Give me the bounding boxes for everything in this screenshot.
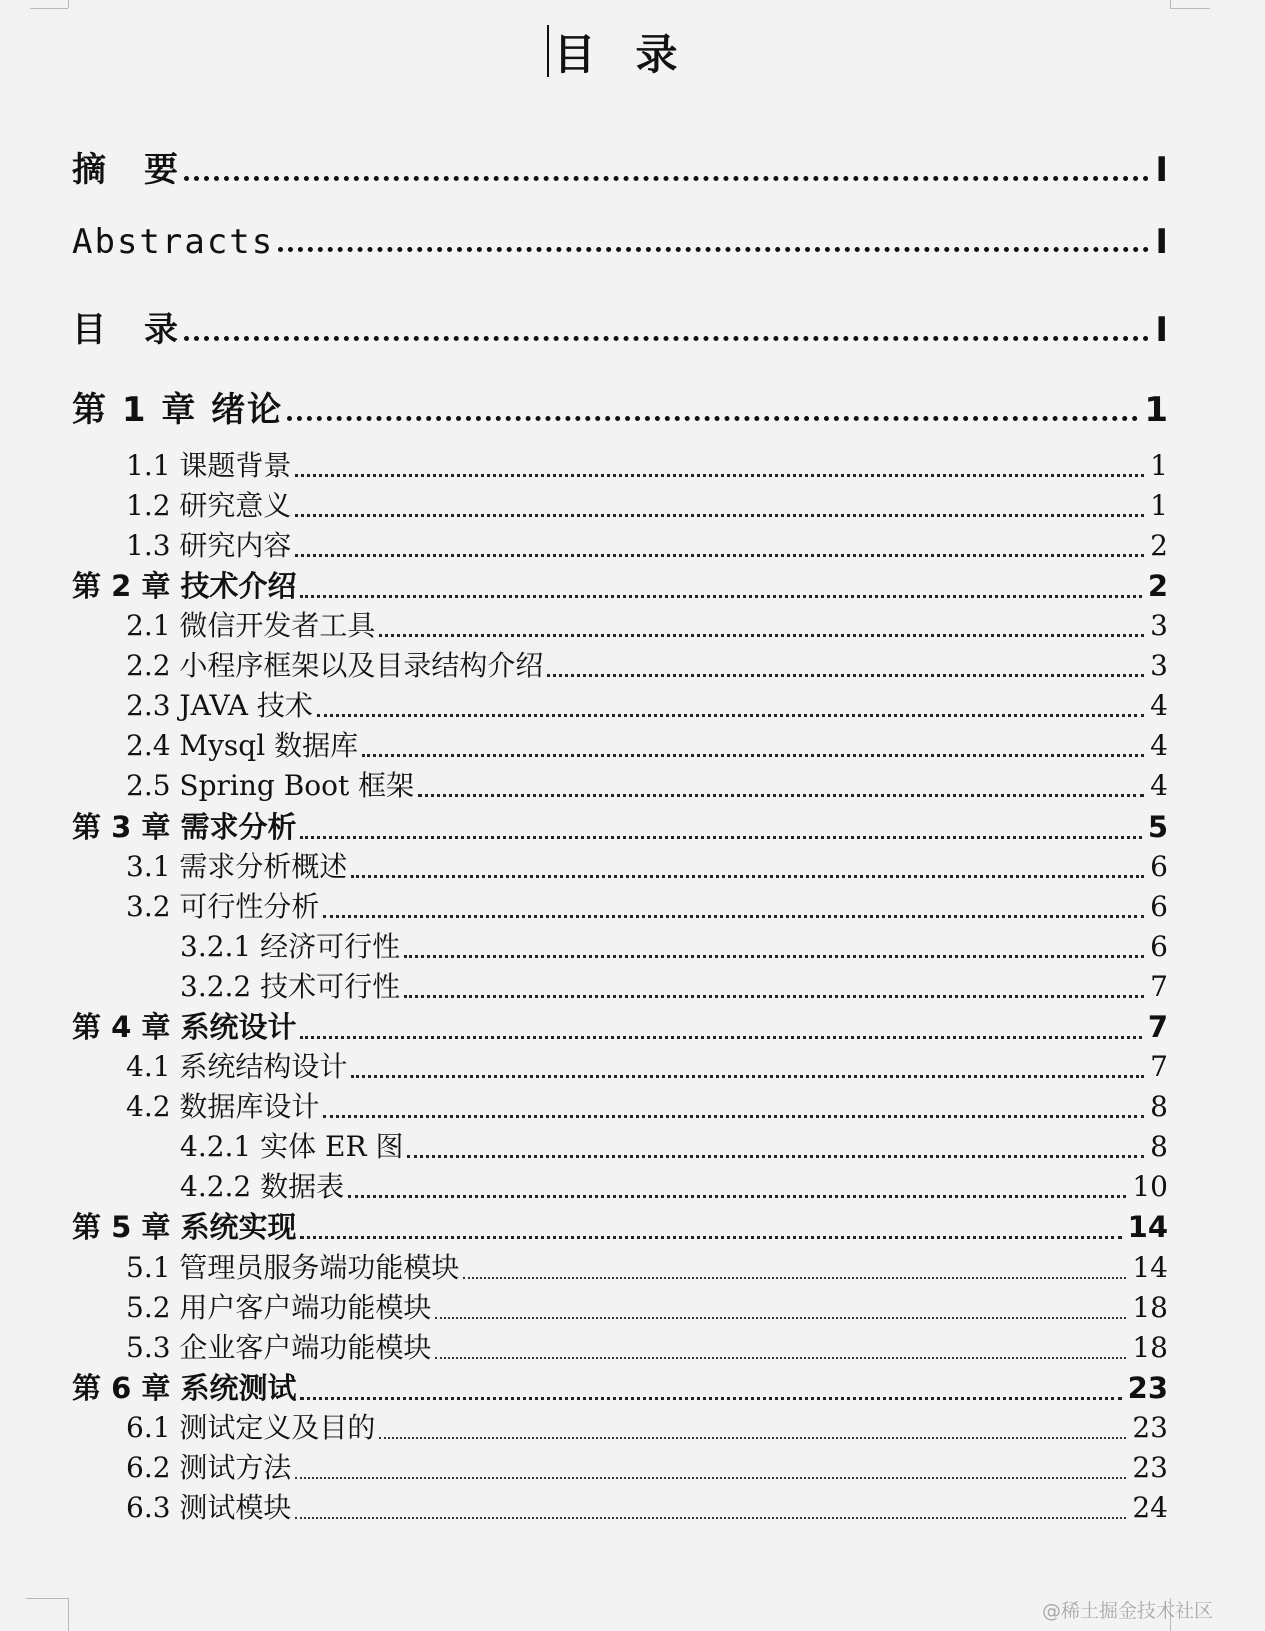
dot-leader — [404, 954, 1144, 958]
dot-leader — [184, 335, 1149, 341]
page-title — [0, 22, 1265, 82]
toc-label: 4.2.2 数据表 — [180, 1170, 345, 1203]
dot-leader — [435, 1316, 1126, 1319]
toc-page-number: 7 — [1147, 1010, 1168, 1044]
dot-leader — [404, 994, 1144, 998]
dot-leader — [300, 1035, 1141, 1039]
toc-label: 2.4 Mysql 数据库 — [126, 729, 359, 762]
toc-entry-abstract-en[interactable] — [72, 222, 1168, 262]
toc-page-number: 4 — [1150, 689, 1168, 722]
toc-entry-3-2[interactable] — [72, 885, 1168, 925]
dot-leader — [348, 1194, 1126, 1198]
dot-leader — [351, 874, 1144, 878]
toc-label: 第 5 章 系统实现 — [72, 1210, 297, 1244]
toc-entry-2-2[interactable] — [72, 644, 1168, 684]
toc-entry-1-1[interactable] — [72, 444, 1168, 484]
toc-entry-2-1[interactable] — [72, 604, 1168, 644]
toc-entry-chapter-6[interactable] — [72, 1366, 1168, 1407]
crop-mark — [26, 1598, 68, 1599]
toc-page-number: 23 — [1132, 1411, 1168, 1444]
crop-mark — [1170, 0, 1171, 8]
dot-leader — [547, 673, 1144, 677]
toc-label: 4.2.1 实体 ER 图 — [180, 1130, 404, 1163]
toc-page-number: 18 — [1132, 1331, 1168, 1364]
dot-leader — [435, 1356, 1126, 1359]
page-title-text: 目录 — [553, 30, 718, 79]
toc-entry-2-5[interactable] — [72, 764, 1168, 804]
dot-leader — [418, 793, 1144, 797]
dot-leader — [323, 1114, 1144, 1118]
toc-label: 第 1 章 绪论 — [72, 390, 284, 430]
toc-page-number: 3 — [1150, 609, 1168, 642]
toc-entry-2-4[interactable] — [72, 724, 1168, 764]
toc-page-number: 23 — [1127, 1371, 1168, 1405]
dot-leader — [317, 713, 1144, 717]
dot-leader — [463, 1276, 1126, 1279]
toc-page-number: 2 — [1150, 529, 1168, 562]
dot-leader — [351, 1074, 1144, 1078]
toc-page-number: 5 — [1147, 810, 1168, 844]
toc-entry-4-1[interactable] — [72, 1045, 1168, 1085]
dot-leader — [300, 835, 1141, 839]
toc-page-number: 1 — [1150, 489, 1168, 522]
toc-page-number: 1 — [1150, 449, 1168, 482]
toc-page-number: I — [1155, 150, 1168, 190]
dot-leader — [295, 1516, 1126, 1519]
dot-leader — [300, 1396, 1121, 1400]
toc-label: 4.2 数据库设计 — [126, 1090, 320, 1123]
dot-leader — [407, 1154, 1144, 1158]
toc-page-number: 4 — [1150, 729, 1168, 762]
toc-page-number: 6 — [1150, 850, 1168, 883]
toc-entry-chapter-3[interactable] — [72, 805, 1168, 846]
toc-label: 2.2 小程序框架以及目录结构介绍 — [126, 649, 544, 682]
toc-page-number: 14 — [1127, 1210, 1168, 1244]
toc-entry-4-2-2[interactable] — [72, 1165, 1168, 1205]
dot-leader — [379, 1436, 1126, 1439]
toc-label: 4.1 系统结构设计 — [126, 1050, 348, 1083]
toc-label: 5.1 管理员服务端功能模块 — [126, 1251, 460, 1284]
toc-entry-chapter-5[interactable] — [72, 1205, 1168, 1246]
crop-mark — [68, 0, 69, 8]
dot-leader — [278, 246, 1149, 252]
toc-entry-chapter-4[interactable] — [72, 1005, 1168, 1046]
toc-label: 1.1 课题背景 — [126, 449, 292, 482]
toc-entry-4-2[interactable] — [72, 1085, 1168, 1125]
toc-page-number: 6 — [1150, 890, 1168, 923]
crop-mark — [30, 8, 68, 9]
toc-label: 摘 要 — [72, 150, 180, 190]
text-cursor[interactable] — [547, 25, 549, 77]
toc-entry-3-1[interactable] — [72, 845, 1168, 885]
toc-page-number: 24 — [1132, 1491, 1168, 1524]
dot-leader — [287, 415, 1138, 421]
toc-label: Abstracts — [72, 222, 275, 262]
toc-label: 6.2 测试方法 — [126, 1451, 292, 1484]
toc-entry-contents[interactable] — [72, 302, 1168, 351]
toc-label: 2.1 微信开发者工具 — [126, 609, 376, 642]
toc-entry-3-2-1[interactable] — [72, 925, 1168, 965]
dot-leader — [300, 1235, 1121, 1239]
crop-mark — [68, 1598, 69, 1631]
toc-page-number: I — [1155, 222, 1168, 262]
toc-entry-chapter-2[interactable] — [72, 564, 1168, 605]
toc-label: 第 4 章 系统设计 — [72, 1010, 297, 1044]
toc-entry-6-1[interactable] — [72, 1406, 1168, 1446]
toc-page-number: 1 — [1144, 390, 1168, 430]
toc-entry-6-2[interactable] — [72, 1446, 1168, 1486]
dot-leader — [295, 473, 1144, 477]
toc-page-number: 3 — [1150, 649, 1168, 682]
toc-label: 目 录 — [72, 310, 180, 350]
dot-leader — [323, 914, 1144, 918]
toc-label: 5.2 用户客户端功能模块 — [126, 1291, 432, 1324]
toc-label: 3.2.2 技术可行性 — [180, 970, 401, 1003]
toc-entry-4-2-1[interactable] — [72, 1125, 1168, 1165]
watermark: @稀土掘金技术社区 — [1041, 1600, 1213, 1622]
dot-leader — [295, 553, 1144, 557]
toc-page-number: 14 — [1132, 1251, 1168, 1284]
dot-leader — [300, 594, 1141, 598]
toc-label: 1.3 研究内容 — [126, 529, 292, 562]
toc-page-number: 10 — [1132, 1170, 1168, 1203]
dot-leader — [362, 753, 1144, 757]
toc-label: 3.2 可行性分析 — [126, 890, 320, 923]
toc-label: 2.3 JAVA 技术 — [126, 689, 313, 722]
toc-page-number: 23 — [1132, 1451, 1168, 1484]
toc-label: 6.1 测试定义及目的 — [126, 1411, 376, 1444]
dot-leader — [379, 633, 1144, 637]
toc-entry-abstract-cn[interactable] — [72, 142, 1168, 191]
toc-page-number: 8 — [1150, 1090, 1168, 1123]
toc-entry-5-3[interactable] — [72, 1326, 1168, 1366]
toc-page-number: 6 — [1150, 930, 1168, 963]
toc-entry-2-3[interactable] — [72, 684, 1168, 724]
toc-page-number: 8 — [1150, 1130, 1168, 1163]
dot-leader — [295, 1476, 1126, 1479]
toc-page-number: 7 — [1150, 970, 1168, 1003]
toc-entry-1-3[interactable] — [72, 524, 1168, 564]
toc-page-number: 7 — [1150, 1050, 1168, 1083]
dot-leader — [184, 175, 1149, 181]
toc-label: 第 6 章 系统测试 — [72, 1371, 297, 1405]
crop-mark — [1170, 8, 1210, 9]
toc-label: 6.3 测试模块 — [126, 1491, 292, 1524]
toc-entry-5-2[interactable] — [72, 1286, 1168, 1326]
toc-entry-6-3[interactable] — [72, 1486, 1168, 1526]
toc-label: 第 2 章 技术介绍 — [72, 569, 297, 603]
toc-page-number: 2 — [1147, 569, 1168, 603]
toc-page-number: 18 — [1132, 1291, 1168, 1324]
dot-leader — [295, 513, 1144, 517]
toc-label: 3.2.1 经济可行性 — [180, 930, 401, 963]
toc-label: 5.3 企业客户端功能模块 — [126, 1331, 432, 1364]
toc-entry-chapter-1[interactable] — [72, 382, 1168, 431]
toc-label: 2.5 Spring Boot 框架 — [126, 769, 415, 802]
toc-label: 3.1 需求分析概述 — [126, 850, 348, 883]
toc-entry-1-2[interactable] — [72, 484, 1168, 524]
toc-label: 第 3 章 需求分析 — [72, 810, 297, 844]
toc-page-number: I — [1155, 310, 1168, 350]
toc-entry-5-1[interactable] — [72, 1246, 1168, 1286]
toc-entry-3-2-2[interactable] — [72, 965, 1168, 1005]
toc-page-number: 4 — [1150, 769, 1168, 802]
toc-label: 1.2 研究意义 — [126, 489, 292, 522]
